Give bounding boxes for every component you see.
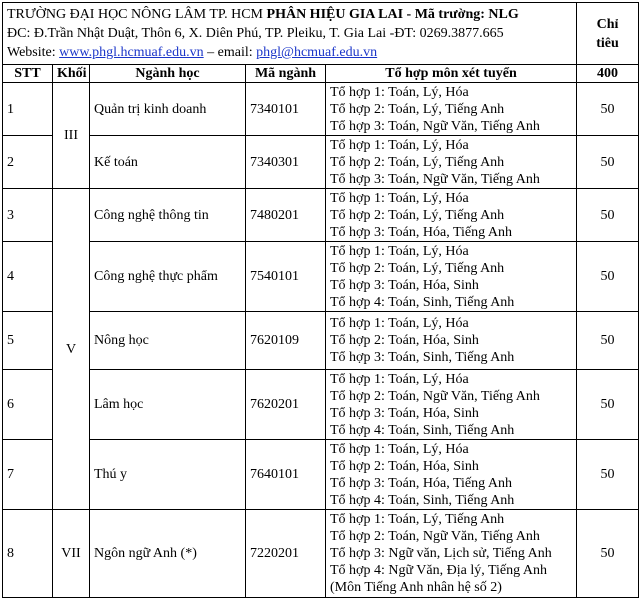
row-quota: 50 xyxy=(577,136,639,189)
email-link[interactable]: phgl@hcmuaf.edu.vn xyxy=(256,45,378,60)
row-name: Ngôn ngữ Anh (*) xyxy=(90,510,246,598)
row-code: 7640101 xyxy=(246,440,326,510)
row-quota: 50 xyxy=(577,510,639,598)
row-combos: Tổ hợp 1: Toán, Lý, Hóa Tổ hợp 2: Toán, Lý, Tiếng Anh Tổ hợp 3: Toán, Ngữ Văn, Tiếng Anh xyxy=(326,83,577,136)
table-row xyxy=(3,440,639,510)
row-combos: Tổ hợp 1: Toán, Lý, Hóa Tổ hợp 2: Toán, Lý, Tiếng Anh Tổ hợp 3: Toán, Hóa, Sinh Tổ hợp 4: Toán, Sinh, Tiếng Anh xyxy=(326,242,577,312)
admissions-table xyxy=(2,2,639,598)
row-code: 7220201 xyxy=(246,510,326,598)
row-name: Quản trị kinh doanh xyxy=(90,83,246,136)
row-stt: 4 xyxy=(3,242,53,312)
table-row xyxy=(3,189,639,242)
col-ma-nganh: Mã ngành xyxy=(246,65,326,83)
row-stt: 7 xyxy=(3,440,53,510)
row-code: 7540101 xyxy=(246,242,326,312)
website-label: Website: xyxy=(7,45,56,60)
row-code: 7340101 xyxy=(246,83,326,136)
total-quota: 400 xyxy=(577,65,639,83)
col-nganh: Ngành học xyxy=(90,65,246,83)
school-name: TRƯỜNG ĐẠI HỌC NÔNG LÂM TP. HCM xyxy=(7,7,264,22)
quota-header: Chỉ tiêu xyxy=(577,3,639,65)
col-khoi: Khối xyxy=(53,65,90,83)
school-info xyxy=(3,3,577,65)
table-row xyxy=(3,370,639,440)
row-code: 7480201 xyxy=(246,189,326,242)
row-quota: 50 xyxy=(577,242,639,312)
row-stt: 1 xyxy=(3,83,53,136)
row-name: Công nghệ thông tin xyxy=(90,189,246,242)
row-stt: 8 xyxy=(3,510,53,598)
school-address: ĐC: Đ.Trần Nhật Duật, Thôn 6, X. Diên Phú, TP. Pleiku, T. Gia Lai -ĐT: 0269.3877.665 xyxy=(7,26,504,41)
header-row xyxy=(3,3,639,65)
group-cell: VII xyxy=(53,510,90,598)
row-quota: 50 xyxy=(577,83,639,136)
table-row xyxy=(3,136,639,189)
group-cell: III xyxy=(53,83,90,189)
row-quota: 50 xyxy=(577,370,639,440)
row-stt: 3 xyxy=(3,189,53,242)
row-name: Thú y xyxy=(90,440,246,510)
group-cell: V xyxy=(53,189,90,510)
row-quota: 50 xyxy=(577,312,639,370)
row-name: Lâm học xyxy=(90,370,246,440)
row-code: 7620201 xyxy=(246,370,326,440)
website-link[interactable]: www.phgl.hcmuaf.edu.vn xyxy=(59,45,204,60)
table-row xyxy=(3,242,639,312)
branch-name: PHÂN HIỆU GIA LAI - Mã trường: NLG xyxy=(266,7,519,22)
email-label: – email: xyxy=(207,45,253,60)
row-code: 7340301 xyxy=(246,136,326,189)
col-to-hop: Tổ hợp môn xét tuyển xyxy=(326,65,577,83)
col-stt: STT xyxy=(3,65,53,83)
table-row xyxy=(3,312,639,370)
row-quota: 50 xyxy=(577,189,639,242)
row-name: Công nghệ thực phẩm xyxy=(90,242,246,312)
row-stt: 2 xyxy=(3,136,53,189)
row-combos: Tổ hợp 1: Toán, Lý, Hóa Tổ hợp 2: Toán, Ngữ Văn, Tiếng Anh Tổ hợp 3: Toán, Hóa, Sinh Tổ hợp 4: Toán, Sinh, Tiếng Anh xyxy=(326,370,577,440)
row-quota: 50 xyxy=(577,440,639,510)
row-stt: 5 xyxy=(3,312,53,370)
table-row xyxy=(3,83,639,136)
column-header-row xyxy=(3,65,639,83)
row-name: Nông học xyxy=(90,312,246,370)
row-combos: Tổ hợp 1: Toán, Lý, Hóa Tổ hợp 2: Toán, Hóa, Sinh Tổ hợp 3: Toán, Hóa, Tiếng Anh Tổ hợp 4: Toán, Sinh, Tiếng Anh xyxy=(326,440,577,510)
row-code: 7620109 xyxy=(246,312,326,370)
table-row xyxy=(3,510,639,598)
row-stt: 6 xyxy=(3,370,53,440)
row-name: Kế toán xyxy=(90,136,246,189)
row-combos: Tổ hợp 1: Toán, Lý, Hóa Tổ hợp 2: Toán, Lý, Tiếng Anh Tổ hợp 3: Toán, Hóa, Tiếng Anh xyxy=(326,189,577,242)
row-combos: Tổ hợp 1: Toán, Lý, Tiếng Anh Tổ hợp 2: Toán, Ngữ Văn, Tiếng Anh Tổ hợp 3: Ngữ văn, Lịch sử, Tiếng Anh Tổ hợp 4: Ngữ Văn, Địa lý, Tiếng Anh (Môn Tiếng Anh nhân hệ số 2) xyxy=(326,510,577,598)
row-combos: Tổ hợp 1: Toán, Lý, Hóa Tổ hợp 2: Toán, Lý, Tiếng Anh Tổ hợp 3: Toán, Ngữ Văn, Tiếng Anh xyxy=(326,136,577,189)
row-combos: Tổ hợp 1: Toán, Lý, Hóa Tổ hợp 2: Toán, Hóa, Sinh Tổ hợp 3: Toán, Sinh, Tiếng Anh xyxy=(326,312,577,370)
